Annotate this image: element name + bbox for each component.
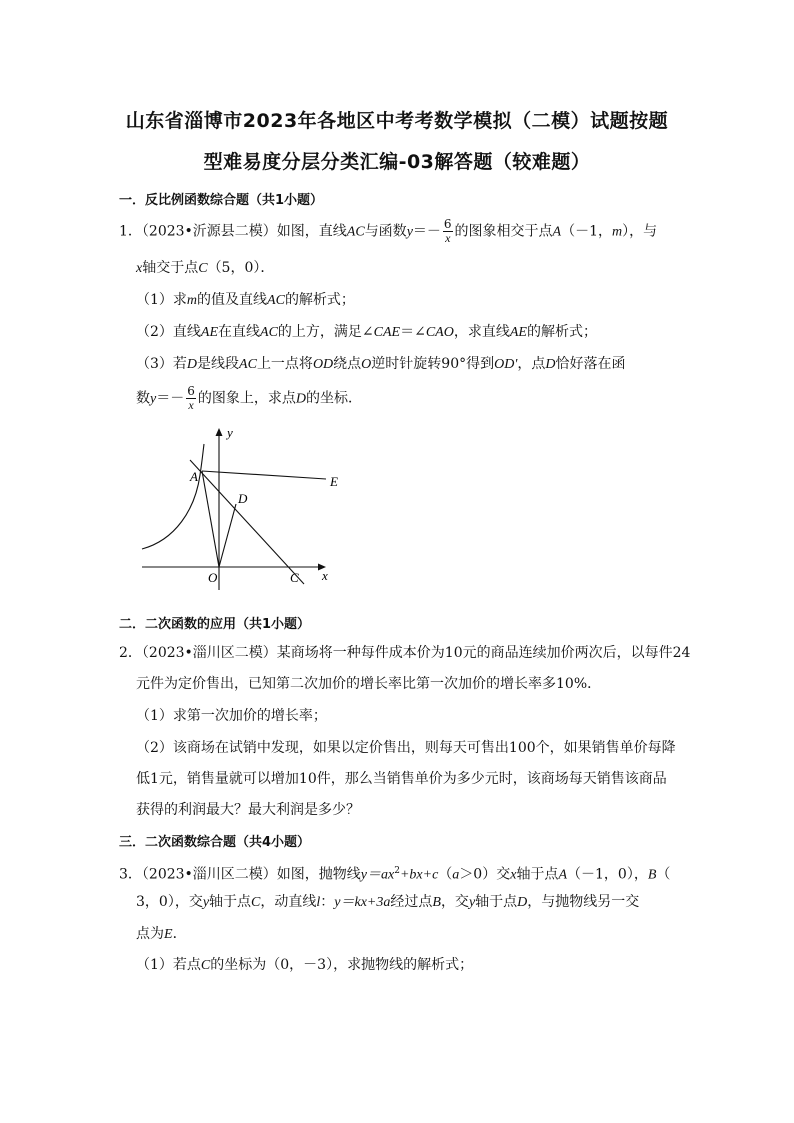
- label-o: O: [208, 570, 218, 585]
- fraction-6-over-x: $\frac{6}{x}$: [187, 384, 195, 412]
- q1-part2: （2）直线AE在直线AC的上方，满足∠CAE＝∠CAO，求直线AE的解析式；: [136, 324, 597, 340]
- fraction-6-over-x: $\frac{6}{x}$: [443, 217, 452, 245]
- hyperbola-curve: [142, 444, 204, 549]
- q2-part2-line2: 低1元，销售量就可以增加10件，那么当销售单价为多少元时，该商场每天销售该商品: [136, 771, 667, 787]
- q1-part3-cont: 数y＝－ $\frac{6}{x}$ 的图象上，求点D的坐标．: [136, 384, 362, 412]
- q1-part1: （1）求m的值及直线AC的解析式；: [136, 292, 355, 308]
- q1-line1: 1．（2023•沂源县二模）如图，直线AC与函数y＝－ $\frac{6}{x}$ 的图象相交于点A（－1，m），与: [119, 217, 658, 245]
- segment-od: [219, 504, 236, 567]
- q1-figure: [136, 420, 346, 595]
- q2-line2: 元件为定价售出，已知第二次加价的增长率比第一次加价的增长率多10%．: [136, 676, 602, 692]
- label-x: x: [322, 568, 328, 583]
- section-heading-2: 二．二次函数的应用（共1小题）: [119, 617, 311, 632]
- q1-part3: （3）若D是线段AC上一点将OD绕点O逆时针旋转90°得到OD'，点D恰好落在函: [136, 356, 626, 372]
- doc-title-line1: 山东省淄博市2023年各地区中考考数学模拟（二模）试题按题: [125, 110, 669, 132]
- doc-title-line2: 型难易度分层分类汇编-03解答题（较难题）: [203, 151, 591, 173]
- q2-part1: （1）求第一次加价的增长率；: [136, 708, 327, 724]
- label-a: A: [190, 469, 198, 484]
- q3-line1: 3．（2023•淄川区二模）如图，抛物线$y=ax^2+bx+c(a>0)$交x轴于点A（－1，0），B（: [119, 866, 671, 883]
- q3-line2: 3，0），交y轴于点C，动直线l：y＝kx+3a经过点B，交y轴于点D，与抛物线另一交: [136, 894, 640, 910]
- q2-part2-line3: 获得的利润最大？最大利润是多少？: [136, 802, 360, 818]
- y-axis-arrow-icon: [216, 428, 223, 436]
- label-y: y: [227, 425, 233, 440]
- q3-line3: 点为E．: [136, 926, 187, 942]
- label-e: E: [330, 474, 338, 489]
- label-c: C: [290, 570, 299, 585]
- segment-ao: [202, 471, 219, 567]
- line-ac: [190, 460, 304, 584]
- section-heading-1: 一．反比例函数综合题（共1小题）: [119, 193, 324, 208]
- section-heading-3: 三．二次函数综合题（共4小题）: [119, 835, 311, 850]
- label-d: D: [238, 491, 248, 506]
- q3-part1: （1）若点C的坐标为（0，－3），求抛物线的解析式；: [136, 957, 474, 973]
- q2-line1: 2．（2023•淄川区二模）某商场将一种每件成本价为10元的商品连续加价两次后，以每件24: [119, 645, 691, 661]
- q2-part2-line1: （2）该商场在试销中发现，如果以定价售出，则每天可售出100个，如果销售单价每降: [136, 740, 676, 756]
- line-ae: [202, 471, 326, 479]
- q1-line2: x轴交于点C（5，0）．: [136, 260, 275, 276]
